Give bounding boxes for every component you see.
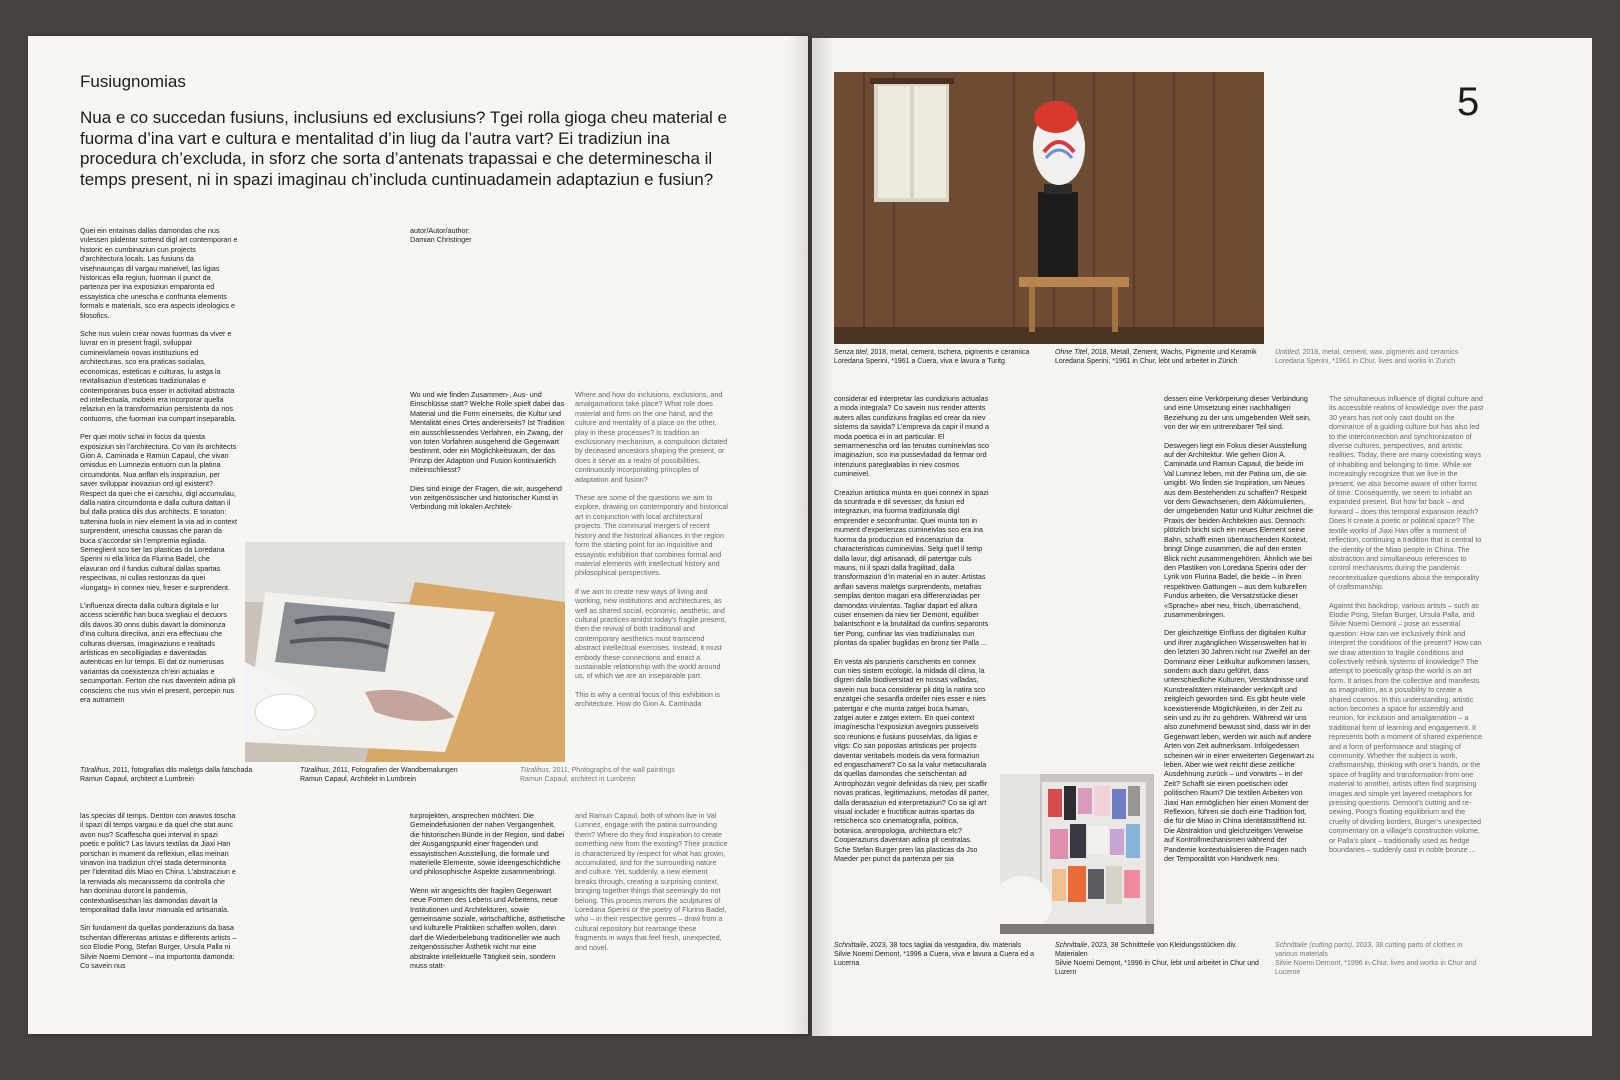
- page-number: 5: [1457, 80, 1480, 124]
- paragraph: Deswegen liegt ein Fokus dieser Ausstellung auf der Architektur. Wie gehen Gion A. Caminada und Ramun Capaul, die beide im Val Lumnez leben, mit der Patina um, die sie umgibt. Wo finden sie Inspiration, um Neues aus dem Bestehenden zu schaffen? Respekt vor dem Gewachsenen, dem Akkumulierten, der umgebenden Natur und Kultur zeichnet die Praxis der beiden Architekten aus. Dennoch: plötzlich bricht sich ein neues Element seine Bahn, schafft einen überraschenden Kontext, bringt Dinge zusammen, die auf den ersten Blick nicht zusammengehören. Ähnlich wie bei den Plastiken von Loredana Sperini oder der Lyrik von Flurina Badel, die beide – in ihren respektiven Gattungen – aus dem kulturellen Fundus arbeiten, die Versatzstücke dieser «Sprache» aber neu, frisch, überraschend, zusammenbringen.: [1164, 440, 1314, 619]
- caption-title: Schnittaile: [834, 942, 867, 949]
- caption-rm-top: [834, 348, 1044, 366]
- caption-en-left: [520, 766, 720, 784]
- paragraph: Against this backdrop, various artists – such as Elodie Pong, Stefan Burger, Ursula Palla, and Silvie Noemi Demont – pose an essential question: How can we inclusively think and interpret the conditions of the present? How can we draw attention to fragile conditions and collectively rethink systems of knowledge? The attempt to poetically grasp the world is an art form. It arises from the collective and manifests as imagination, as a possibility to create a shared cosmos. In this understanding, artistic action becomes a space for assembly and reunion, for inclusion and amalgamation – a traditional form of learning and engagement. It represents both a moment of shared experience and a form of performance and staging of community. Whether the subject is work, craftsmanship, thinking with one’s hands, or the space of fragility and transformation from one material to another, artists often find surprising images and simple yet layered metaphors for pressing questions. Demont’s cutting and re-sewing, Pong’s floating equilibrium and the cruelty of dividing borders, Burger’s unexpected commentary on a village’s construction volume, or Palla’s plant – traditionally used as hedge boundaries – suddenly cast in noble bronze ...: [1329, 600, 1483, 855]
- caption-detail: , 2011, fotografias dils maletgs dalla fatschada: [108, 767, 253, 774]
- author-name: Damian Christinger: [410, 235, 472, 245]
- german-column: [1164, 394, 1314, 873]
- paragraph: las specias dil temps. Denton con anavos toscha il spazi dil temps vargau e da quel che stat aunc avon nus? Scaffescha quei interval in spazi poetic e politic? Las lavurs textilas da Jiaxi Han porschan in mument da reflexiun, ellas meinan vinavon ina tradiziun ch’ei stada determinonta per l’identitad dils Miao en China. L’abstracziun e la renviada als mecanissems da controlla che han dominau duront la pandemia, contextualiseschan las damondas davart la temporalitad dalla lavur manuala ed artisanala.: [80, 811, 236, 915]
- paragraph: and Ramun Capaul, both of whom live in Val Lumnez, engage with the patina surrounding them? Where do they find inspiration to create something new from the existing? Their practice is characterized by respect for what has grown, accumulated, and for the surrounding nature and culture. Yet, suddenly, a new element breaks through, creating a surprising context, bringing together things that seemingly do not belong. This process mirrors the sculptures of Loredana Sperini or the poetry of Flurina Badel, who – in their respective genres – draw from a cultural repository but rearrange these fragments in ways that feel fresh, unexpected, and novel.: [575, 811, 728, 952]
- caption-rm-left: [80, 766, 280, 784]
- caption-detail: , 2011, Photographs of the wall paintings: [548, 767, 675, 774]
- paragraph: If we aim to create new ways of living and working, new institutions and architectures, as well as shared social, economic, aesthetic, and cultural practices amidst today’s fragile present, then the revival of both traditional and contemporary aesthetics must transcend abstract intellectual exercises. Instead, it must embody these connections and enact a sustainable relationship with the world around us, of which we are an inseparable part.: [575, 586, 727, 681]
- caption-artist: Loredana Sperini: [1275, 358, 1329, 365]
- caption-en-top: [1275, 348, 1490, 366]
- paragraph: En vesta als panzieris carschents en connex cun nies sistem ecologic, la midada dil clima, la digren dalla biodiversitad en nossas valladas, savein nus buca considerar pli ditg la natira sco enzatgei che sesanfla ordeifer nies esser e nies patertgar e che munta zatgei buca human, zatgei auter e zatgei extern. En quei context imagínescha l’exposiziun avegnirs pusseivels sco reunions e fusiuns pusseivlas, da ligias e vitgs: Co san popostas artisticas per projects daventar veritabels modeis da vera formaziun ed engaschament? Co sa la valur metacultarala da quellas damondas che setschentan ad Antrophozän vegnir definidas da niev, per scaffir novas praticas, legitimaziuns, metodas dil parter, dalla derasaziun ed interpretaziun? Co sa igl art visual includer e fructificar autras spartas da retscherca sco cinematografia, politica, botanica, antropologia, architectura etc? Cooperaziuns daventan adina pli centralas. Sche Stefan Burger pren las plasticas da Jso Maeder per punct da partenza per sia: [834, 656, 990, 864]
- caption-title: Türalihus: [80, 767, 109, 774]
- english-column-bottom: [575, 811, 730, 961]
- photo-textile-installation: [1000, 774, 1154, 934]
- author-credit: [410, 226, 560, 245]
- caption-detail: , 2011, Fotografien der Wandbemalungen: [328, 767, 458, 774]
- caption-title: Senza titel: [834, 349, 867, 356]
- paragraph: The simultaneous influence of digital culture and its accessible realms of knowledge over the past 30 years has not only cast doubt on the dominance of a guiding culture but has also led to the interconnection and synchronization of diverse cultures, perspectives, and artistic realities. Today, there are many coexisting ways of inhabiting and belonging to time. While we increasingly recognize that we live in the present, we also become aware of other forms of time. Consequently, we seem to inhabit an expanded present. But how far back – and forward – does this temporal expansion reach? Does it create a poetic or political space? The textile works of Jiaxi Han offer a moment of reflection, continuing a tradition that is central to the identity of the Miao people in China. The abstraction and simultaneous references to control mechanisms during the pandemic recontextualize questions about the temporality of craftsmanship.: [1329, 394, 1484, 592]
- paragraph: L’influenza directa dalla cultura digitala e lur access scientific han buca svegliau el decuors dils davos 30 onns dubis davart la dominonza d’ina cultura directiva, anzi era effectuau che culturas diversas, imaginaziuns e realitads artisticas en secolligiadas e daventadas autenticas en lur temps. Ei dat oz numerusas variantas da coexistenza ch’ein actualas e secumportan. Ferton che nus daventein adina pli consciens che nus vivin el present, percepin nus era autramein: [80, 601, 236, 705]
- paragraph: Where and how do inclusions, exclusions, and amalgamations take place? What role does material and form on the one hand, and the culture and mentality of a place on the other, play in these processes? Is tradition an exclusionary mechanism, a compulsion dictated by deceased ancestors shaping the present, or does it serve as a realm of possibilities, continuously incorporating principles of adaptation and fusion?: [575, 390, 728, 484]
- author-label: autor/Autor/author:: [410, 226, 470, 235]
- paragraph: This is why a central focus of this exhibition is architecture. How do Gion A. Caminada: [575, 689, 721, 709]
- section-title: Fusiugnomias: [80, 72, 186, 91]
- english-column-top: [575, 390, 730, 718]
- right-page: [812, 38, 1592, 1036]
- caption-role: , architect a Lumbrein: [126, 776, 195, 783]
- paragraph: Dies sind einige der Fragen, die wir, ausgehend von zeitgenössischer und historischer Kunst in Verbindung mit lokalen Architek-: [410, 483, 562, 512]
- caption-title: Türalihus: [300, 767, 329, 774]
- caption-artist: Loredana Sperini: [1055, 358, 1109, 365]
- caption-role: , architect in Lumbrein: [566, 776, 636, 783]
- caption-detail: , 2023, 38 cutting parts of clothes in various materials: [1275, 942, 1463, 958]
- paragraph: considerar ed interpretar las cundiziuns actualas a moda integrala? Co savein nus render attents auters allas cundiziuns fragilas ed crear da niev sistems da savida? L’empreva da capir il mund a moda poetica ei in art particular. El semarmenescha ord las tenutas cumineivlas sco imaginaziun, sco ina pussevladad da fermar ord intenziuns pareglиablas in niev cosmos cumineivel.: [834, 394, 990, 479]
- paragraph: Wenn wir angesichts der fragilen Gegenwart neue Formen des Lebens und Arbeitens, neue Institutionen und Architekturen, sowie gemeinsame soziale, wirtschaftliche, ästhetische und kulturelle Praktiken schaffen wollen, dann darf die Wiederbelebung traditioneller wie auch zeitgenössischer Ästhetik nicht nur eine abstrakte intellektuelle Tätigkeit sein, sondern muss statt-: [410, 885, 566, 971]
- paragraph: Der gleichzeitige Einfluss der digitalen Kultur und ihrer zugänglichen Wissenswelten hat in den letzten 30 Jahren nicht nur Zweifel an der Dominanz einer Leitkultur aufkommen lassen, sondern auch dazu geführt, dass unterschiedliche Kulturen, Verständnisse und Kunstrealitäten miteinander verknüpft und zeitgleich geworden sind. Es gibt heute viele koexistierende Möglichkeiten, in der Zeit zu sein und zu ihr zu gehören. Während wir uns also zunehmend bewusst sind, dass wir in der Gegenwart leben, werden wir auch auf andere Arten von Zeit aufmerksam. Infolgedessen scheinen wir in einer erweiterten Gegenwart zu leben. Aber wie weit reicht diese zeitliche Ausdehnung zurück – und vorwärts – in der Zeit? Schafft sie einen poetischen oder politischen Raum? Die textilen Arbeiten von Jiaxi Han ermöglichen hier einen Moment der Reflexion, führen sie doch eine Tradition fort, die für die Miao in China identitätsstiftend ist. Die Abstraktion und gleichzeitigen Verweise auf Kontrollmechanismen während der Pandemie kontextualisieren die Fragen nach der Temporalität von Handwerk neu.: [1164, 628, 1314, 864]
- photo-wall-painting-tracing-image: [245, 542, 565, 762]
- caption-detail: , 2018, Metall, Zement, Wachs, Pigmente und Keramik: [1087, 349, 1257, 356]
- caption-detail: , 2023, 38 Schnittteile von Kleidungsstücken div. Materialen: [1055, 942, 1237, 958]
- caption-artist: Ramun Capaul: [300, 776, 347, 783]
- caption-role: , *1961 in Chur, lebt und arbeitet in Zürich: [1108, 358, 1238, 365]
- caption-artist: Silvie Noemi Demont: [1055, 960, 1121, 967]
- paragraph: Sin fundament da quellas ponderaziuns da basa tschentan differentas artistas e differents artists – sco Elodie Pong, Stefan Burger, Ursula Palla ni Silvie Noemi Demont – ina impurtonta damonda: Co savein nus: [80, 923, 237, 971]
- caption-artist: Ramun Capaul: [520, 776, 567, 783]
- caption-detail: , 2018, metal, cement, wax, pigments and ceramics: [1298, 349, 1459, 356]
- caption-role: , *1961 in Chur, lives and works in Zurich: [1328, 358, 1456, 365]
- left-page: [28, 36, 808, 1034]
- paragraph: Quei ein entainas dallas damondas che nus vulessen plidentar sortend digl art contemporan e historic en cumbinaziun cun projects d’architectura locals. Las fusiuns da visehnaunças dil vargau maneivel, las ligias historicas ella regiun, fuorman il punct da partenza per ina exposiziun emparonta ed essayistica che unescha e confruntа elements formals e materials, sco era aspects ideologics e filosofics.: [80, 226, 238, 320]
- paragraph: dessen eine Verkörperung dieser Verbindung und eine Umsetzung einer nachhaltigen Beziehung zu der uns umgebenden Welt sein, von der wir ein untrennbarer Teil sind.: [1164, 394, 1311, 432]
- caption-title: Schnittaile: [1055, 942, 1088, 949]
- caption-artist: Silvie Noemi Demont: [1275, 960, 1341, 967]
- photo-textile-installation-image: [1000, 774, 1154, 934]
- left-gutter-shadow: [786, 36, 808, 1034]
- caption-role: , *1961 a Cuera, viva e lavura a Turitg: [887, 358, 1005, 365]
- lead-paragraph: Nua e co succedan fusiuns, inclusiuns ed exclusiuns? Tgei rolla gioga cheu material e fuorma d’ina vart e cultura e mentalitad d’in liug da l’autra vart? Ei tradiziun ina procedura ch’excluda, in sforz che sorta d’antenats trapassai e che determinescha il temps present, ni in spazi imaginau ch’includa cuntinuadamein adaptaziun e fusiun?: [80, 108, 728, 189]
- german-column-bottom: [410, 811, 565, 980]
- caption-role: , *1996 in Chur, lebt und arbeitet in Chur und Luzern: [1055, 960, 1259, 976]
- english-column: [1329, 394, 1484, 864]
- paragraph: Per quei motiv schai in focus da questa exposiziun sin l’architectura. Co van ils architects Gion A. Caminada e Ramun Capaul, che vivan omisdus en Lumnezia entuorn cun la platina circumdonta. Nua anflan els inspiraziun, per saver sviluppar inovaziun ord igl existent? Respect da quei che ei carschiu, digl accumulau, dalla natira circumdonta e dalla cultura dattan il bul dalla pratica dils dus architects. E tonaton: tuttenina fuola in niev element la via ad in context surprendent, unescha caussas che paran da buca s’accordar sin l’empremia egliada. Semeglient sco tier las plasticas da Loredana Sperini ni ella lirica da Flurina Badel, che elavuran ord il fundus cultural dallas spartas respectivas, ni cullas restonzas da quei «lungatg» in connex niev, fresег e surprendent.: [80, 432, 238, 592]
- caption-title: Schnittaile (cutting parts): [1275, 942, 1353, 949]
- photo-wall-painting-tracing: [245, 542, 565, 762]
- caption-role: , *1996 a Cuera, viva e lavura a Cuera ed a Lucerna: [834, 951, 1034, 967]
- caption-en-bottom: [1275, 941, 1485, 977]
- caption-de-left: [300, 766, 500, 784]
- caption-detail: , 2018, metal, cement, tschera, pigments e ceramica: [866, 349, 1030, 356]
- caption-title: Türalihus: [520, 767, 549, 774]
- romansh-column-bottom: [80, 811, 238, 980]
- caption-de-top: [1055, 348, 1270, 366]
- caption-role: , *1996 in Chur, lives and works in Chur and Lucerne: [1275, 960, 1477, 976]
- photo-sculpture-wooden-room: [834, 72, 1264, 344]
- paragraph: turprojekten, ansprechen möchten. Die Gemeindefusionen der nahen Vergangenheit, die historischen Bünde in der Region, sind dabei der Ausgangspunkt einer fragenden und essayistischen Ausstellung, die formale und materielle Elemente, sowie ideengeschichtliche und philosophische Aspekte zusammenbringt.: [410, 811, 565, 877]
- romansh-column: [834, 394, 989, 873]
- paragraph: Wo und wie finden Zusammen-, Aus- und Einschlüsse statt? Welche Rolle spielt dabei das Material und die Form einerseits, die Kultur und Mentalität eines Ortes andererseits? Ist Tradition ein ausschliessendes Verfahren, ein Zwang, der von toten Vorfahren ausgehend die Gegenwart bestimmt, oder ein Möglichkeitsraum, der das Prinzip der Adaption und Fusion kontinuierlich miteinschliesst?: [410, 390, 565, 475]
- german-column-top: [410, 390, 565, 521]
- caption-de-bottom: [1055, 941, 1265, 977]
- caption-artist: Silvie Noemi Demont: [834, 951, 900, 958]
- caption-title: Untitled: [1275, 349, 1299, 356]
- caption-artist: Ramun Capaul: [80, 776, 127, 783]
- paragraph: Creaziun artistica munta en quei connex in spazi da scuntrada e dil sevesser, da fusiun ed integraziun, ina fuorma tradiziunala digl emprender e seconfruntar. Quei munta ton in mument d’experienzas cumineivlas sco era ina fuorma da producziun ed inscenaziun da characteristicas cumineivlas. Selgi quel il temp dalla lavur, digl artisanadi, dil patertgar culs mauns, ni il spazi dalla fragilitad, dalla transformaziun d’in material en in auter. Artistas anflan savens maletgs surprendents, metafras semplas denton magari era differenziadas per damondas virulentas. Tagliar dapart ed allura cuser ensemen da niev tier Demont, equiliber balantschont e la brutalitad da cunfins separonts tier Pong, cunfinar las vias tradiziunalas cun plontas da spalier buglidas en bronz tier Palla ...: [834, 487, 989, 648]
- romansh-column-top: [80, 226, 238, 714]
- caption-title: Ohne Titel: [1055, 349, 1088, 356]
- paragraph: Sche nus vulein crear novas fuormas da viver e luvrar en in present fragil, sviluppar cumineivlamein novas instituziuns ed architecturas, sco era praticas socialas, economicas, esteticas e culturas, lu astga la revitalisaziun d’esteticas tradiziunalas e contemporanas buca esser in activitad abstracta ed intellectuala, mobein era incorporar quella relaziun en la transformaziun persistenta da nos contuorns, che fuorman ina cumpart inseparabla.: [80, 329, 237, 423]
- caption-artist: Loredana Sperini: [834, 358, 888, 365]
- caption-role: , Architekt in Lumbrein: [346, 776, 416, 783]
- caption-detail: , 2023, 38 tocs tagliai da vestgadira, div. materials: [866, 942, 1022, 949]
- photo-sculpture-wooden-room-image: [834, 72, 1264, 344]
- paragraph: These are some of the questions we aim to explore, drawing on contemporary and historical art in conjunction with local architectural projects. The communal mergers of recent history and the historical alliances in the region form the starting point for an inquisitive and essayistic exhibition that combines formal and material elements with intellectual history and philosophical perspectives.: [575, 493, 729, 578]
- caption-rm-bottom: [834, 941, 1044, 968]
- right-gutter-shadow: [812, 38, 834, 1036]
